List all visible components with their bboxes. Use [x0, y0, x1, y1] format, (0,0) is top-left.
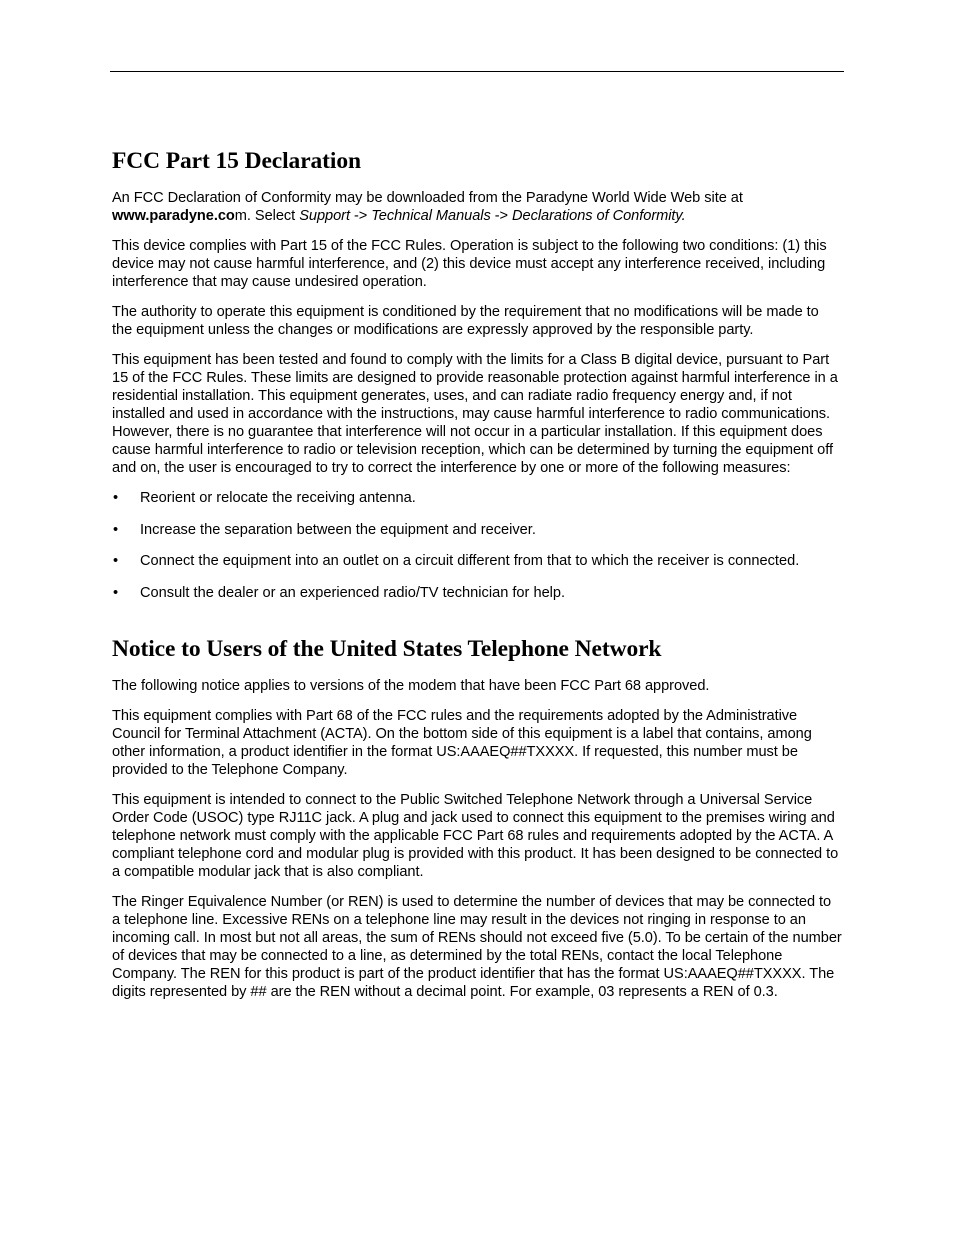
part68-notice-paragraph: The following notice applies to versions of the modem that have been FCC Part 68 approved.	[112, 677, 710, 694]
paradyne-url-bold: www.paradyne.co	[112, 208, 235, 224]
ren-paragraph: The Ringer Equivalence Number (or REN) is used to determine the number of devices that may be connected to a telephone line. Excessive RENs on a telephone line may result in the devices not ringing in response to an incoming call. In most but not all areas, the sum of RENs should not exceed five (5.0). To be certain of the number of devices that may be connected to a line, as determined by the total RENs, contact the local Telephone Company. The REN for this product is part of the product identifier that has the format US:AAAEQ##TXXXX. The digits represented by ## are the REN without a decimal point. For example, 03 represents a REN of 0.3.	[112, 893, 842, 1000]
nav-arrow-2: ->	[490, 208, 513, 224]
part15-compliance-paragraph: This device complies with Part 15 of the FCC Rules. Operation is subject to the following two conditions: (1) this device may not cause harmful interference, and (2) this device must accept any interference received, including interference that may cause undesired operation.	[112, 238, 827, 290]
list-item	[112, 489, 842, 507]
nav-arrow-1: ->	[349, 208, 372, 224]
bullet-icon: •	[113, 584, 119, 601]
header-rule	[110, 71, 844, 72]
interference-measures-list	[112, 489, 842, 602]
nav-technical-manuals: Technical Manuals	[371, 208, 491, 224]
class-b-paragraph: This equipment has been tested and found to comply with the limits for a Class B digital device, pursuant to Part 15 of the FCC Rules. These limits are designed to provide reasonable protection against harmful interference in a residential installation. This equipment generates, uses, and can radiate radio frequency energy and, if not installed and used in accordance with the instructions, may cause harmful interference to radio communications. However, there is no guarantee that interference will not occur in a particular installation. If this equipment does cause harmful interference to radio or television reception, which can be determined by turning the equipment off and on, the user is encouraged to try to correct the interference by one or more of the following measures:	[112, 352, 838, 476]
list-item-text: Reorient or relocate the receiving antenna.	[140, 490, 416, 506]
nav-support: Support	[299, 208, 350, 224]
nav-declarations-of-conformity: Declarations of Conformity.	[512, 208, 686, 224]
intro-lead: An FCC Declaration of Conformity may be downloaded from the Paradyne World Wide Web site at	[112, 190, 743, 206]
declaration-intro	[112, 189, 842, 225]
part68-compliance-paragraph: This equipment complies with Part 68 of the FCC rules and the requirements adopted by the Administrative Council for Terminal Attachment (ACTA). On the bottom side of this equipment is a label that contains, among other information, a product identifier in the format US:AAAEQ##TXXXX. If requested, this number must be provided to the Telephone Company.	[112, 707, 812, 778]
list-item	[112, 521, 842, 539]
list-item-text: Consult the dealer or an experienced radio/TV technician for help.	[140, 584, 566, 601]
authority-paragraph: The authority to operate this equipment is conditioned by the requirement that no modifications will be made to the equipment unless the changes or modifications are expressly approved by the responsible party.	[112, 304, 819, 338]
page-content	[112, 146, 842, 1001]
pstn-connection-paragraph: This equipment is intended to connect to the Public Switched Telephone Network through a Universal Service Order Code (USOC) type RJ11C jack. A plug and jack used to connect this equipment to the premises wiring and telephone network must comply with the applicable FCC Part 68 rules and requirements adopted by the ACTA. A compliant telephone cord and modular plug is provided with this product. It has been designed to be connected to a compatible modular jack that is also compliant.	[112, 791, 839, 880]
url-tail: m. Select	[234, 208, 300, 224]
list-item-text: Increase the separation between the equipment and receiver.	[140, 521, 536, 538]
bullet-icon: •	[113, 521, 119, 538]
list-item	[112, 552, 842, 570]
list-item	[112, 584, 842, 602]
bullet-icon: •	[113, 490, 119, 506]
list-item-text: Connect the equipment into an outlet on a circuit different from that to which the receiver is connected.	[140, 553, 800, 569]
bullet-icon: •	[113, 553, 119, 569]
us-telephone-network-heading: Notice to Users of the United States Telephone Network	[112, 635, 662, 662]
fcc-part15-heading: FCC Part 15 Declaration	[112, 148, 361, 174]
